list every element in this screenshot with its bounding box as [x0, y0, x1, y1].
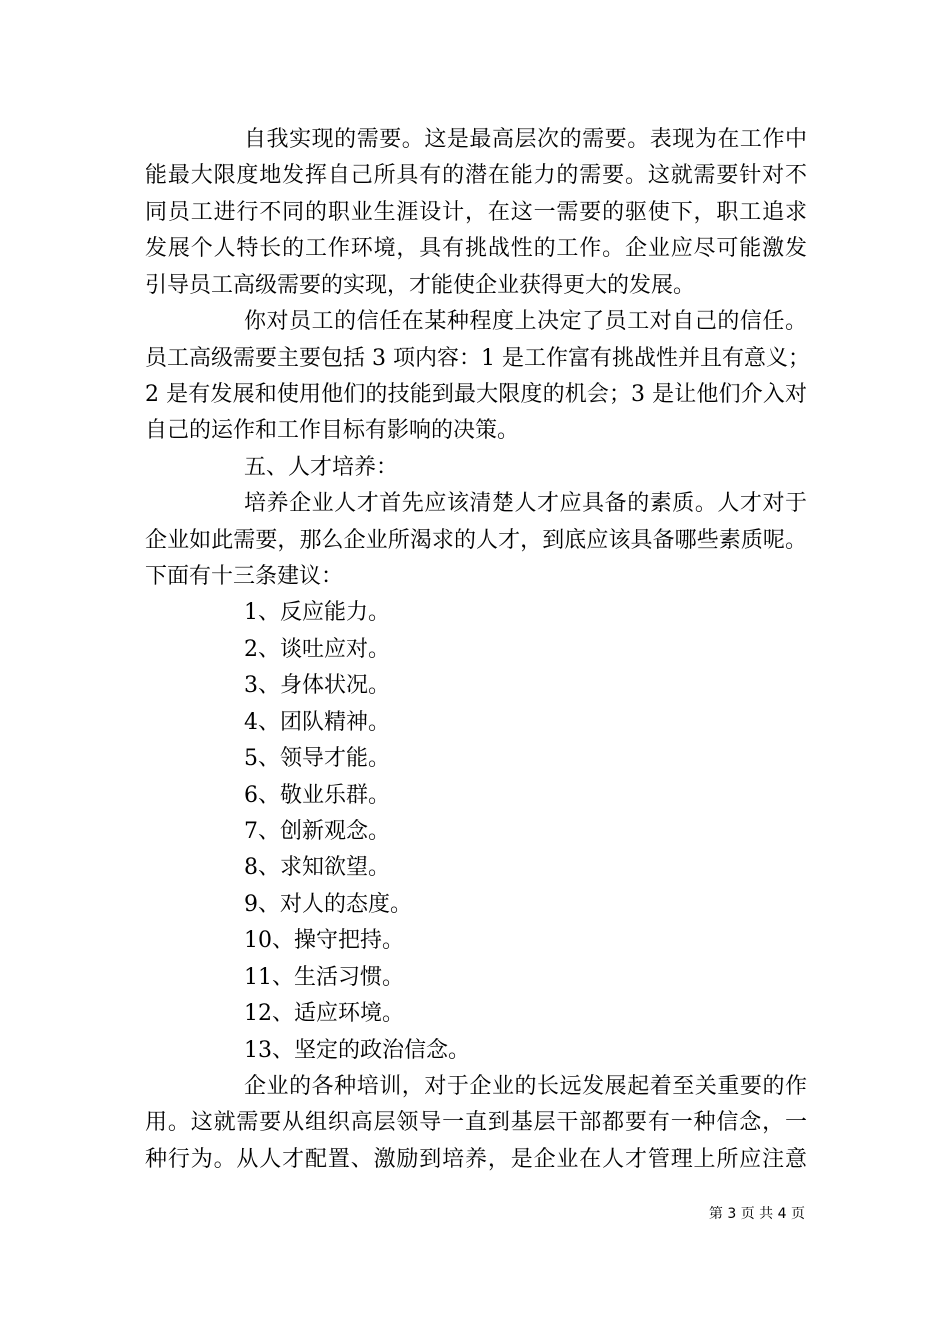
list-item: 1、反应能力。 — [244, 600, 390, 626]
paragraph — [145, 1069, 807, 1178]
text-line: 自我实现的需要。这是最高层次的需要。表现为在工作中 — [244, 127, 807, 152]
paragraph — [145, 486, 807, 595]
text-line: 员工高级需要主要包括 3 项内容：1 是工作富有挑战性并且有意义； — [145, 345, 810, 371]
list-item: 10、操守把持。 — [244, 928, 404, 954]
list-item: 8、求知欲望。 — [244, 855, 390, 881]
section-heading — [145, 450, 807, 486]
paragraph — [145, 122, 807, 304]
list-item: 5、领导才能。 — [244, 746, 390, 772]
text-line: 同员工进行不同的职业生涯设计，在这一需要的驱使下，职工追求 — [145, 199, 807, 225]
list-item: 3、身体状况。 — [244, 673, 390, 699]
text-line: 2 是有发展和使用他们的技能到最大限度的机会；3 是让他们介入对 — [145, 381, 807, 407]
list-item: 4、团队精神。 — [244, 709, 390, 735]
list-item: 7、创新观念。 — [244, 819, 390, 845]
document-body — [145, 122, 810, 1178]
page-number: 第 3 页 共 4 页 — [708, 1206, 805, 1222]
text-line: 自己的运作和工作目标有影响的决策。 — [145, 418, 520, 444]
text-line: 能最大限度地发挥自己所具有的潜在能力的需要。这就需要针对不 — [145, 163, 807, 189]
text-line: 五、人才培养： — [244, 454, 399, 480]
text-line: 你对员工的信任在某种程度上决定了员工对自己的信任。 — [244, 309, 807, 335]
list-item: 13、坚定的政治信念。 — [244, 1037, 470, 1063]
list-item: 11、生活习惯。 — [244, 964, 404, 990]
paragraph — [145, 304, 810, 450]
list-item: 2、谈吐应对。 — [244, 636, 390, 662]
text-line: 企业的各种培训，对于企业的长远发展起着至关重要的作 — [244, 1073, 807, 1099]
text-line: 用。这就需要从组织高层领导一直到基层干部都要有一种信念，一 — [145, 1110, 807, 1136]
text-line: 培养企业人才首先应该清楚人才应具备的素质。人才对于 — [244, 491, 807, 517]
list-item: 6、敬业乐群。 — [244, 782, 390, 808]
list — [145, 595, 807, 1068]
list-item: 12、适应环境。 — [244, 1001, 404, 1027]
text-line: 下面有十三条建议： — [145, 564, 344, 590]
text-line: 发展个人特长的工作环境，具有挑战性的工作。企业应尽可能激发 — [145, 236, 807, 262]
list-item: 9、对人的态度。 — [244, 891, 412, 917]
text-line: 种行为。从人才配置、激励到培养，是企业在人才管理上所应注意 — [145, 1146, 807, 1172]
text-line: 企业如此需要，那么企业所渴求的人才，到底应该具备哪些素质呢。 — [145, 527, 807, 553]
text-line: 引导员工高级需要的实现，才能使企业获得更大的发展。 — [145, 272, 696, 298]
